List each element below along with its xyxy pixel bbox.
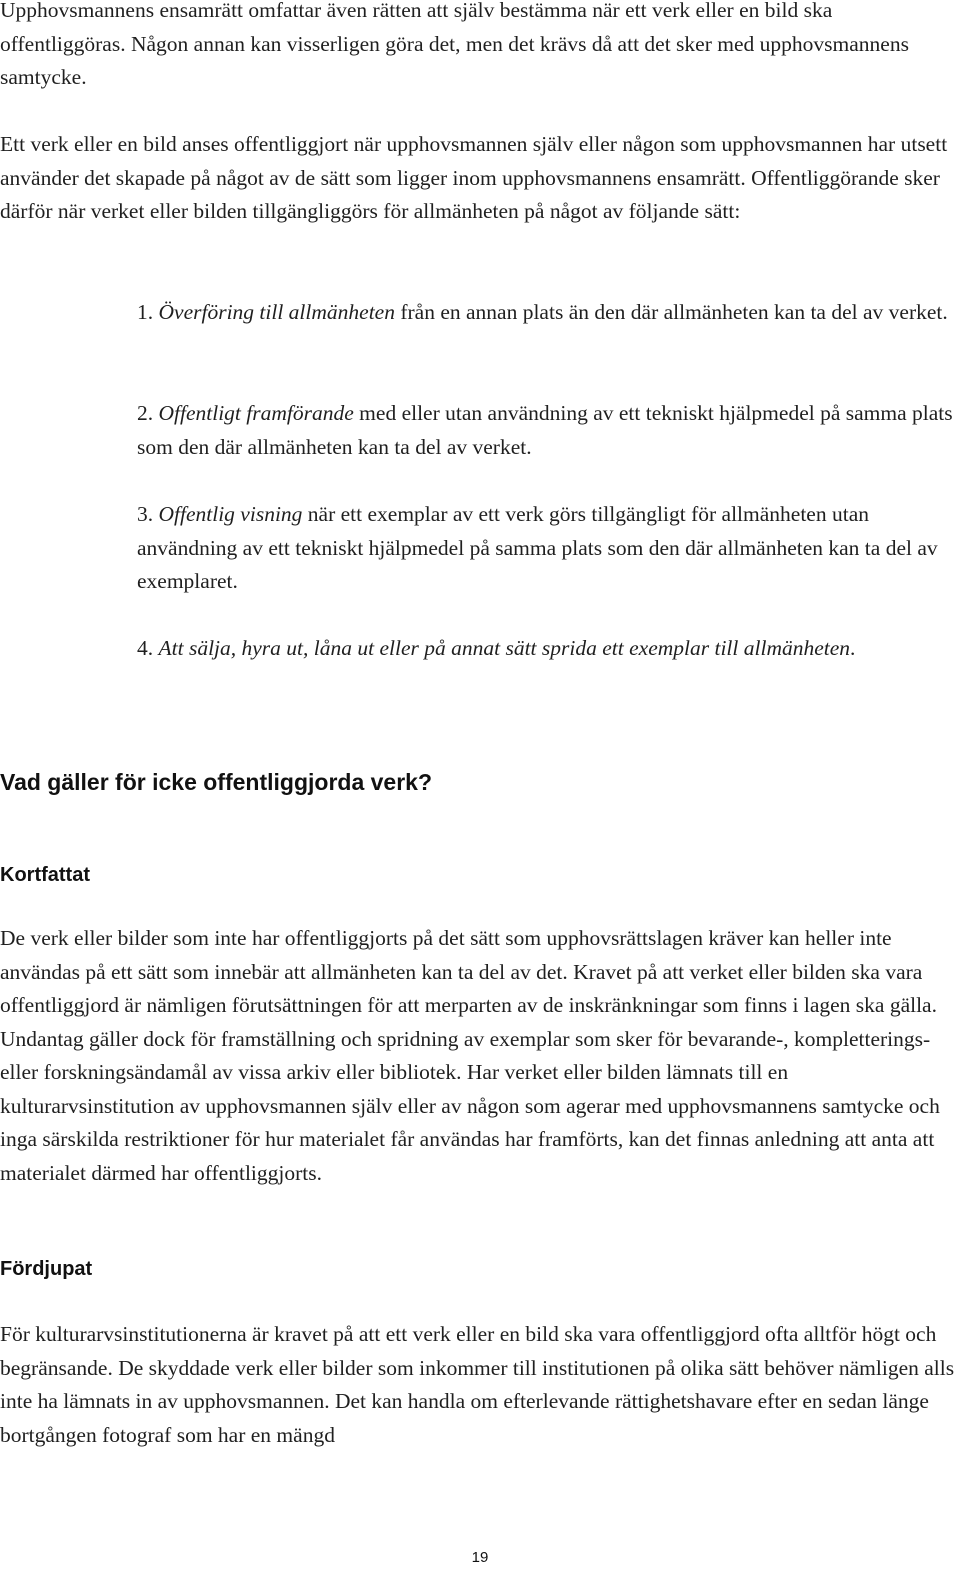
list-term: Överföring till allmänheten xyxy=(158,300,395,324)
list-item-1 xyxy=(137,296,957,330)
list-term: Offentligt framförande xyxy=(158,401,354,425)
list-term: Offentlig visning xyxy=(158,502,303,526)
list-text: från en annan plats än den där allmänheten kan ta del av verket. xyxy=(394,300,948,324)
kortfattat-paragraph: De verk eller bilder som inte har offentliggjorts på det sätt som upphovsrättslagen kräver kan heller inte användas på ett sätt som innebär att allmänheten kan ta del av det. Kravet på att verket eller bilden ska vara offentliggjord är nämligen förutsättningen för att merparten av de inskränkningar som finns i lagen ska gälla. Undantag gäller dock för framställning och spridning av exemplar som sker för bevarande-, kompletterings- eller forskningsändamål av vissa arkiv eller bibliotek. Har verket eller bilden lämnats till en kulturarvsinstitution av upphovsmannen själv eller av någon som agerar med upphovsmannens samtycke och inga särskilda restriktioner för hur materialet får användas har framförts, kan det finnas anledning att anta att materialet därmed har offentliggjorts. xyxy=(0,926,940,1185)
page-number: 19 xyxy=(471,1549,489,1566)
list-number: 3. xyxy=(137,502,154,526)
intro-paragraph: Ett verk eller en bild anses offentliggjort när upphovsmannen själv eller någon som upphovsmannen har utsett använder det skapade på något av de sätt som ligger inom upphovsmannens ensamrätt. Offentliggörande sker därför när verket eller bilden tillgängliggörs för allmänheten på något av följande sätt: xyxy=(0,132,948,223)
kortfattat-heading: Kortfattat xyxy=(0,864,90,886)
list-text: när ett exemplar av ett verk görs tillgängligt för allmänheten utan användning av ett tekniskt hjälpmedel på samma plats som den där allmänheten kan ta del av exemplaret. xyxy=(137,502,938,593)
section-heading: Vad gäller för icke offentliggjorda verk? xyxy=(0,769,433,795)
list-item-4 xyxy=(137,632,957,666)
list-term: Att sälja, hyra ut, låna ut eller på annat sätt sprida ett exemplar till allmänheten xyxy=(158,636,851,660)
fordjupat-paragraph: För kulturarvsinstitutionerna är kravet på att ett verk eller en bild ska vara offentliggjord ofta alltför högt och begränsande. De skyddade verk eller bilder som inkommer till institutionen på olika sätt behöver nämligen alls inte ha lämnats in av upphovsmannen. Det kan handla om efterlevande rättighetshavare efter en sedan länge bortgången fotograf som har en mängd xyxy=(0,1322,955,1447)
fordjupat-heading: Fördjupat xyxy=(0,1258,93,1280)
list-text: med eller utan användning av ett tekniskt hjälpmedel på samma plats som den där allmänheten kan ta del av verket. xyxy=(137,401,953,459)
top-paragraph: Upphovsmannens ensamrätt omfattar även rätten att själv bestämma när ett verk eller en bild ska offentliggöras. Någon annan kan visserligen göra det, men det krävs då att det sker med upphovsmannens samtycke. xyxy=(0,0,909,89)
list-number: 2. xyxy=(137,401,154,425)
list-item-3 xyxy=(137,498,957,599)
list-number: 4. xyxy=(137,636,154,660)
list-text: . xyxy=(850,636,856,660)
list-number: 1. xyxy=(137,300,154,324)
list-item-2 xyxy=(137,397,957,464)
